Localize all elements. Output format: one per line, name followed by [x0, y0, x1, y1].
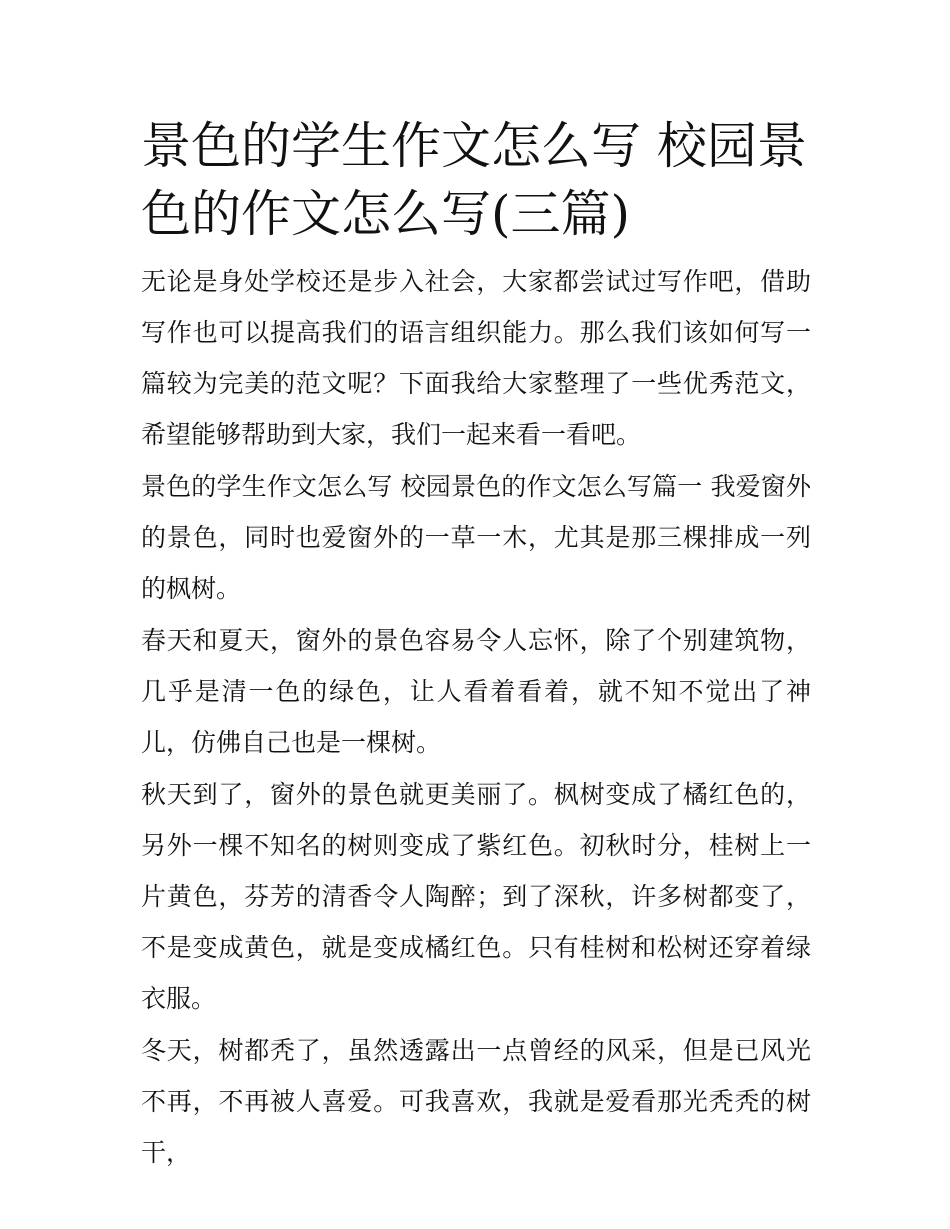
paragraph-3: 秋天到了，窗外的景色就更美丽了。枫树变成了橘红色的，另外一棵不知名的树则变成了紫红色。初秋时分，桂树上一片黄色，芬芳的清香令人陶醉；到了深秋，许多树都变了，不是变成黄色，就是变成橘红色。只有桂树和松树还穿着绿衣服。 [141, 780, 811, 1013]
document-content [141, 112, 811, 1179]
paragraph-1: 景色的学生作文怎么写 校园景色的作文怎么写篇一 我爱窗外的景色，同时也爱窗外的一草一木，尤其是那三棵排成一列的枫树。 [141, 472, 811, 603]
document-title: 景色的学生作文怎么写 校园景色的作文怎么写(三篇) [141, 117, 807, 243]
paragraph-intro: 无论是身处学校还是步入社会，大家都尝试过写作吧，借助写作也可以提高我们的语言组织能力。那么我们该如何写一篇较为完美的范文呢？下面我给大家整理了一些优秀范文，希望能够帮助到大家，我们一起来看一看吧。 [141, 267, 811, 449]
paragraph-2: 春天和夏天，窗外的景色容易令人忘怀，除了个别建筑物，几乎是清一色的绿色，让人看着看着，就不知不觉出了神儿，仿佛自己也是一棵树。 [141, 626, 811, 757]
paragraph-4: 冬天，树都秃了，虽然透露出一点曾经的风采，但是已风光不再，不再被人喜爱。可我喜欢，我就是爱看那光秃秃的树干， [141, 1036, 811, 1167]
